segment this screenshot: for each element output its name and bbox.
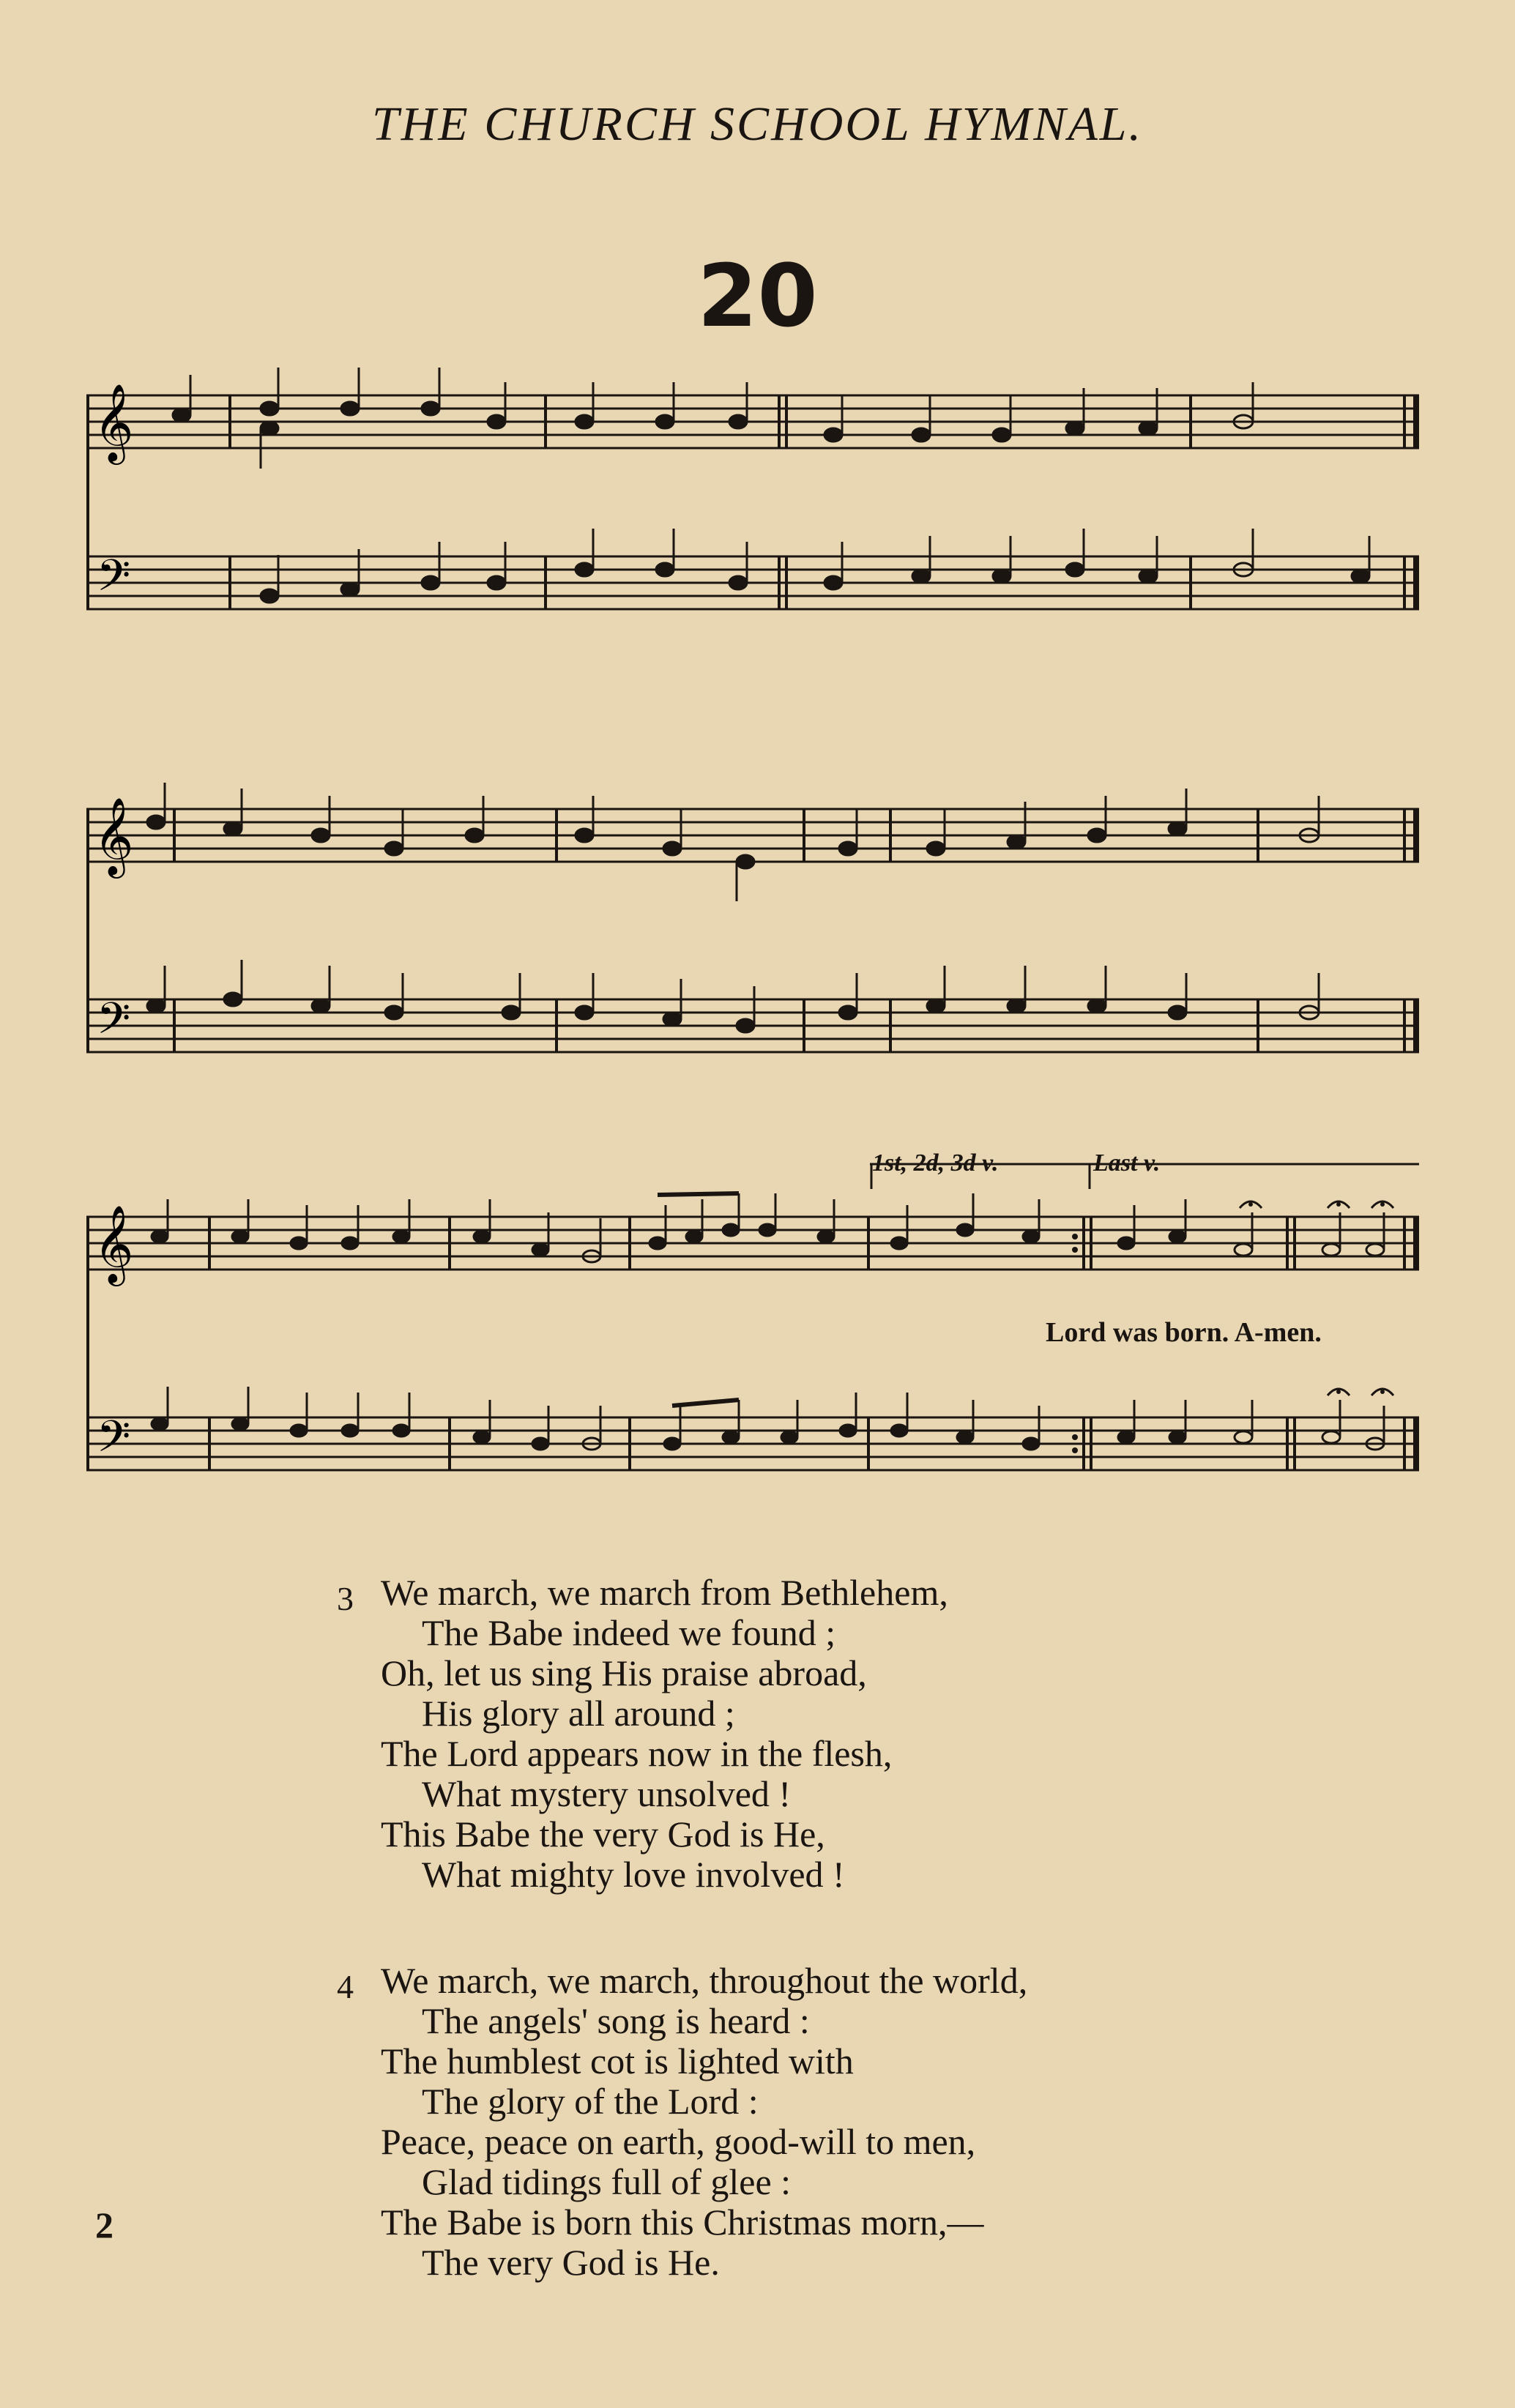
bass-clef-icon: 𝄢 <box>97 550 131 611</box>
music-system-3 <box>86 1149 1434 1501</box>
music-system-1 <box>86 366 1434 732</box>
stanza-line: Oh, let us sing His praise abroad, <box>381 1652 867 1693</box>
treble-clef-icon: 𝄞 <box>94 1204 134 1283</box>
stanza-line: The very God is He. <box>422 2242 720 2283</box>
stanza-number: 3 <box>337 1580 354 1617</box>
page-number: 2 <box>95 2204 113 2245</box>
stanza-line: We march, we march from Bethlehem, <box>381 1572 948 1613</box>
hymn-number: 20 <box>697 245 818 346</box>
bass-clef-icon: 𝄢 <box>97 1411 131 1472</box>
stanza-line: We march, we march, throughout the world, <box>381 1960 1028 2001</box>
last-ending-label: Last v. <box>1093 1149 1161 1177</box>
stanza-line: Glad tidings full of glee : <box>422 2161 792 2202</box>
stanza-4 <box>337 1961 1027 2283</box>
notes-system-2 <box>147 783 1319 1032</box>
stanza-line: The Babe indeed we found ; <box>422 1612 836 1653</box>
stanza-line: The angels' song is heard : <box>422 2000 810 2041</box>
treble-clef-icon: 𝄞 <box>94 383 134 461</box>
stanza-line: This Babe the very God is He, <box>381 1814 825 1855</box>
score-system-2 <box>86 780 1434 1117</box>
stanza-line: The glory of the Lord : <box>422 2081 759 2122</box>
stanza-line: Peace, peace on earth, good-will to men, <box>381 2121 976 2162</box>
stanza-line: The Babe is born this Christmas morn,— <box>381 2202 984 2243</box>
stanza-3 <box>337 1573 948 1895</box>
first-ending-label: 1st, 2d, 3d v. <box>872 1149 999 1177</box>
score-system-1 <box>86 366 1434 732</box>
ending-lyrics: Lord was born. A-men. <box>1046 1317 1322 1348</box>
stanza-line: The Lord appears now in the flesh, <box>381 1733 893 1774</box>
stanza-line: What mighty love involved ! <box>422 1854 845 1895</box>
treble-clef-icon: 𝄞 <box>94 797 134 875</box>
stanza-number: 4 <box>337 1968 354 2005</box>
bass-clef-icon: 𝄢 <box>97 993 131 1054</box>
stanza-line: What mystery unsolved ! <box>422 1773 792 1814</box>
music-system-2 <box>86 780 1434 1117</box>
stanza-line: The humblest cot is lighted with <box>381 2040 854 2081</box>
stanza-line: His glory all around ; <box>422 1693 735 1734</box>
running-header: THE CHURCH SCHOOL HYMNAL. <box>372 97 1143 151</box>
